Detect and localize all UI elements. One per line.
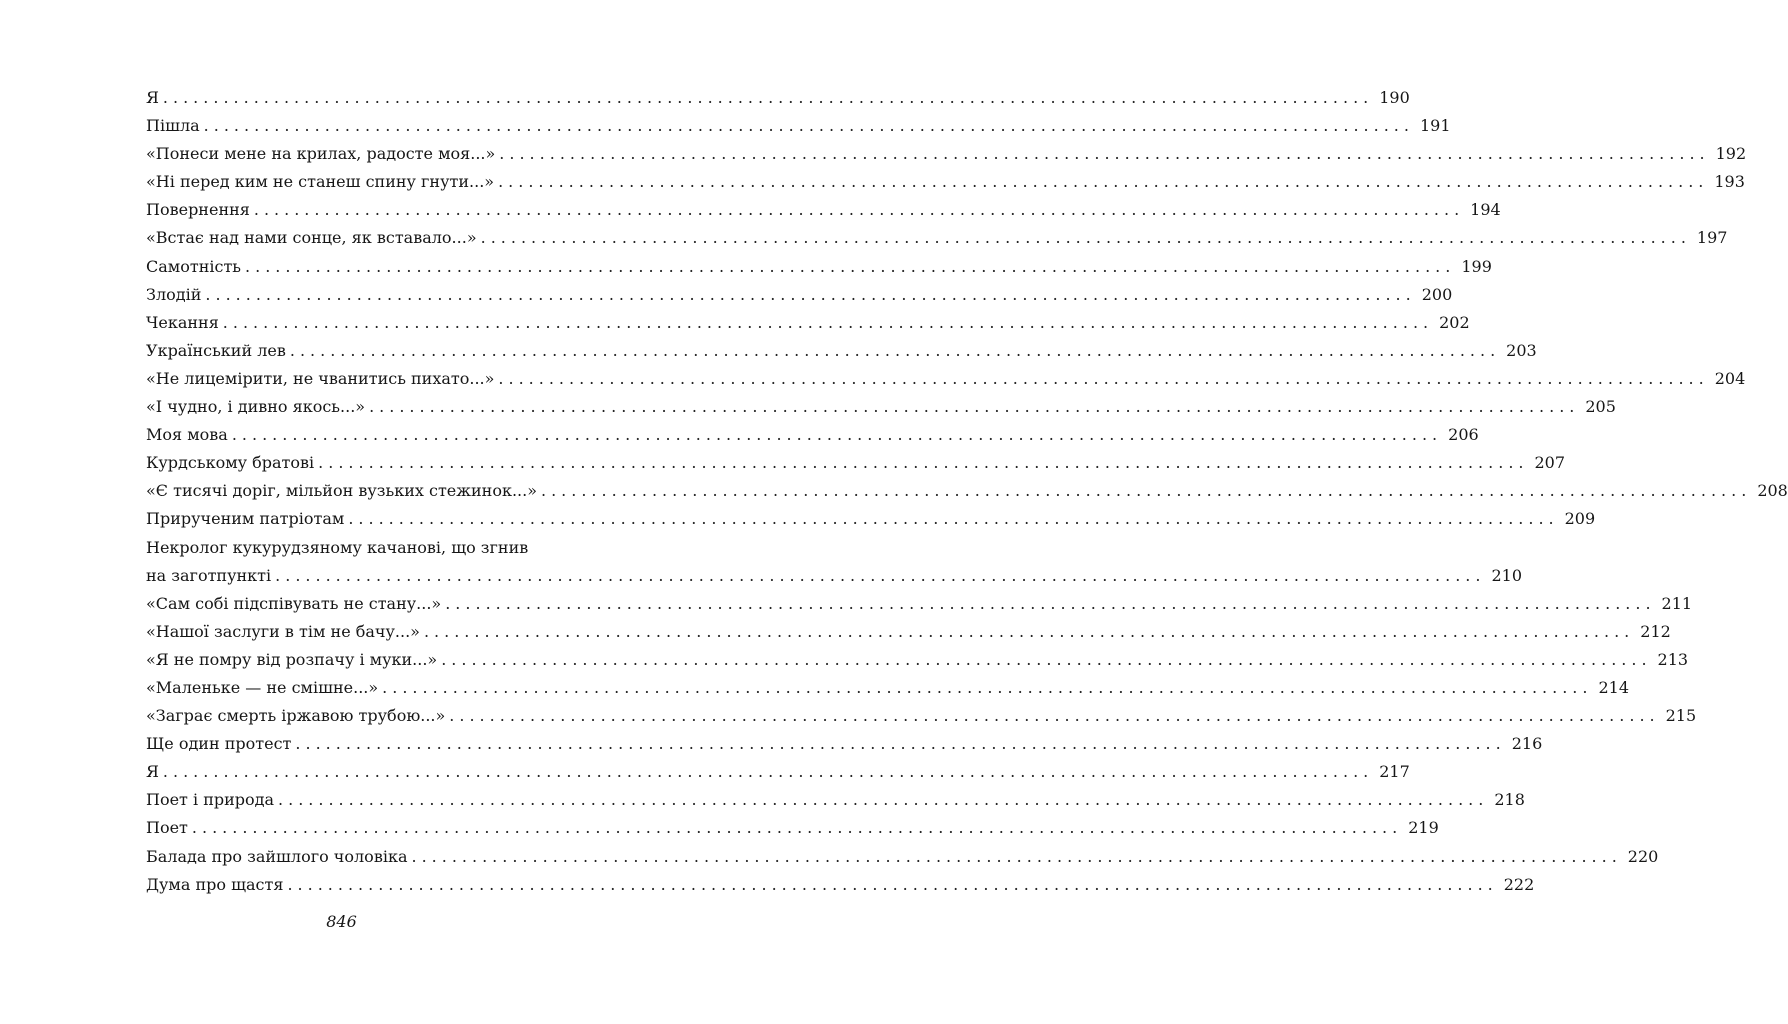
toc-entry xyxy=(146,84,1410,112)
toc-entry-row xyxy=(146,702,1697,730)
dot-leader: ........................................................................................................................ xyxy=(480,228,1691,248)
toc-entry xyxy=(146,590,1693,618)
toc-entry-title: Чекання xyxy=(146,312,219,332)
toc-entry-row xyxy=(146,196,1501,224)
toc-entry-page: 206 xyxy=(1448,425,1479,445)
toc-entry xyxy=(146,646,1689,674)
toc-entry-title: на заготпункті xyxy=(146,565,272,585)
toc-entry-page: 194 xyxy=(1470,200,1501,220)
toc-entry xyxy=(146,534,1522,590)
toc-entry-title: «Заграє смерть іржавою трубою...» xyxy=(146,706,446,726)
toc-entry-page: 205 xyxy=(1585,397,1616,417)
dot-leader: ........................................................................................................................ xyxy=(449,706,1660,726)
toc-entry-title-line: Некролог кукурудзяному качанові, що згнив xyxy=(146,537,529,557)
toc-entry xyxy=(146,814,1439,842)
toc-entry xyxy=(146,843,1659,871)
toc-entry-page: 220 xyxy=(1627,846,1659,866)
toc-entry-page: 207 xyxy=(1534,453,1566,473)
toc-entry-title: Поет xyxy=(146,818,188,838)
toc-entry xyxy=(146,309,1470,337)
toc-entry-title: Я xyxy=(146,762,159,782)
toc-entry xyxy=(146,674,1630,702)
toc-entry xyxy=(146,140,1747,168)
dot-leader: ........................................................................................................................ xyxy=(295,734,1506,754)
toc-entry-page: 200 xyxy=(1421,284,1453,304)
toc-entry-row xyxy=(146,224,1728,252)
toc-entry xyxy=(146,871,1535,899)
toc-entry-title: «І чудно, і дивно якось...» xyxy=(146,397,366,417)
dot-leader: ........................................................................................................................ xyxy=(253,200,1465,220)
toc-entry-title: «Нашої заслуги в тім не бачу...» xyxy=(146,621,420,641)
toc-entry-row xyxy=(146,112,1451,140)
toc-entry-title: Злодій xyxy=(146,284,202,304)
toc-entry-row xyxy=(146,168,1745,196)
toc-entry-title: Балада про зайшлого чоловіка xyxy=(146,846,408,866)
toc-entry-page: 208 xyxy=(1757,481,1788,501)
dot-leader: ........................................................................................................................ xyxy=(222,312,1434,332)
toc-entry-row xyxy=(146,365,1746,393)
toc-entry-page: 209 xyxy=(1564,509,1596,529)
toc-entry-row xyxy=(146,590,1693,618)
toc-entry-row xyxy=(146,84,1410,112)
toc-entry xyxy=(146,281,1453,309)
dot-leader: ........................................................................................................................ xyxy=(318,453,1529,473)
toc-entry-title: Повернення xyxy=(146,200,250,220)
dot-leader: ........................................................................................................................ xyxy=(162,762,1374,782)
toc-entry-row xyxy=(146,562,1522,590)
toc-entry-title: «Сам собі підспівувать не стану...» xyxy=(146,593,442,613)
toc-entry-row xyxy=(146,618,1671,646)
toc-entry-page: 191 xyxy=(1419,116,1451,136)
toc-entry-title: Моя мова xyxy=(146,425,228,445)
toc-entry-title: «Маленьке — не смішне...» xyxy=(146,677,379,697)
toc-entry-row xyxy=(146,309,1470,337)
toc-entry xyxy=(146,786,1525,814)
toc-entry-title: «Встає над нами сонце, як вставало...» xyxy=(146,228,477,248)
toc-entry-row xyxy=(146,393,1616,421)
toc-entry-page: 190 xyxy=(1379,88,1410,107)
dot-leader: ........................................................................................................................ xyxy=(499,144,1710,164)
toc-entry-row xyxy=(146,843,1659,871)
toc-entry-page: 203 xyxy=(1506,340,1537,360)
dot-leader: ........................................................................................................................ xyxy=(411,846,1622,866)
toc-entry-title: Я xyxy=(146,88,159,107)
toc-entry-page: 219 xyxy=(1408,818,1439,838)
toc-entry-page: 197 xyxy=(1696,228,1728,248)
toc-entry-row xyxy=(146,646,1689,674)
dot-leader: ........................................................................................................................ xyxy=(203,116,1414,136)
toc-entry xyxy=(146,112,1451,140)
toc-entry-title: «Є тисячі доріг, мільйон вузьких стежинок...» xyxy=(146,481,537,501)
toc-entry-title: «Ні перед ким не станеш спину гнути...» xyxy=(146,172,495,192)
dot-leader: ........................................................................................................................ xyxy=(348,509,1559,529)
toc-entry-row xyxy=(146,281,1453,309)
toc-entry xyxy=(146,224,1728,252)
dot-leader: ........................................................................................................................ xyxy=(245,256,1456,276)
toc-entry-page: 212 xyxy=(1640,621,1671,641)
toc-entry-title: «Понеси мене на крилах, радосте моя...» xyxy=(146,144,496,164)
dot-leader: ........................................................................................................................ xyxy=(445,593,1656,613)
toc-entry-page: 217 xyxy=(1379,762,1410,782)
toc-entry-page: 213 xyxy=(1657,649,1689,669)
toc-entry-title: Ще один протест xyxy=(146,734,292,754)
toc-entry-row xyxy=(146,337,1537,365)
toc-entry-row xyxy=(146,674,1630,702)
dot-leader: ........................................................................................................................ xyxy=(369,397,1580,417)
toc-entry-row xyxy=(146,758,1410,786)
toc-entry-page: 192 xyxy=(1715,144,1747,164)
dot-leader: ........................................................................................................................ xyxy=(541,481,1752,501)
dot-leader: ........................................................................................................................ xyxy=(287,874,1498,894)
toc-entry-row xyxy=(146,421,1479,449)
toc-entry-row xyxy=(146,786,1525,814)
toc-entry-row xyxy=(146,814,1439,842)
toc-entry-row xyxy=(146,477,1788,505)
toc-entry-title: «Не лицемірити, не чванитись пихато...» xyxy=(146,368,495,388)
toc-entry-page: 214 xyxy=(1598,677,1630,697)
toc-entry xyxy=(146,253,1492,281)
toc-entry-title: Дума про щастя xyxy=(146,874,284,894)
toc-entry xyxy=(146,168,1745,196)
toc-entry-title: Самотність xyxy=(146,256,242,276)
toc-entry xyxy=(146,730,1543,758)
dot-leader: ........................................................................................................................ xyxy=(441,649,1652,669)
toc-entry-page: 222 xyxy=(1503,874,1535,894)
dot-leader: ........................................................................................................................ xyxy=(278,790,1489,810)
dot-leader: ........................................................................................................................ xyxy=(191,818,1403,838)
toc-entry xyxy=(146,365,1746,393)
toc-entry-page: 211 xyxy=(1661,593,1693,613)
toc-entry-title: Пішла xyxy=(146,116,200,136)
toc-entry-row xyxy=(146,253,1492,281)
toc-entry xyxy=(146,337,1537,365)
toc-entry-page: 216 xyxy=(1511,734,1543,754)
toc-entry xyxy=(146,196,1501,224)
toc-entry xyxy=(146,618,1671,646)
dot-leader: ........................................................................................................................ xyxy=(231,425,1443,445)
toc-entry-row xyxy=(146,449,1566,477)
toc-entry-row xyxy=(146,505,1596,533)
toc-entry-title: Курдському братові xyxy=(146,453,315,473)
toc-entry xyxy=(146,449,1566,477)
toc-entry xyxy=(146,421,1479,449)
dot-leader: ........................................................................................................................ xyxy=(423,621,1635,641)
toc-entry-page: 204 xyxy=(1714,368,1746,388)
toc-entry xyxy=(146,393,1616,421)
dot-leader: ........................................................................................................................ xyxy=(382,677,1593,697)
toc-entry-title: Український лев xyxy=(146,340,286,360)
toc-entry-page: 202 xyxy=(1439,312,1470,332)
dot-leader: ........................................................................................................................ xyxy=(498,368,1709,388)
dot-leader: ........................................................................................................................ xyxy=(498,172,1709,192)
toc-entry-title: Прирученим патріотам xyxy=(146,509,345,529)
toc-entry-page: 215 xyxy=(1665,706,1697,726)
toc-entry xyxy=(146,477,1788,505)
toc-entry xyxy=(146,505,1596,533)
dot-leader: ........................................................................................................................ xyxy=(162,88,1374,107)
dot-leader: ........................................................................................................................ xyxy=(205,284,1416,304)
toc-entry-page: 210 xyxy=(1491,565,1522,585)
toc-entry-page: 199 xyxy=(1461,256,1492,276)
table-of-contents xyxy=(146,84,1788,899)
toc-entry-page: 193 xyxy=(1714,172,1745,192)
toc-entry xyxy=(146,758,1410,786)
dot-leader: ........................................................................................................................ xyxy=(275,565,1486,585)
dot-leader: ........................................................................................................................ xyxy=(289,340,1501,360)
toc-entry-row xyxy=(146,730,1543,758)
toc-entry-page: 218 xyxy=(1494,790,1525,810)
toc-entry-title: Поет і природа xyxy=(146,790,275,810)
toc-entry-row xyxy=(146,871,1535,899)
toc-entry-title: «Я не помру від розпачу і муки...» xyxy=(146,649,438,669)
page-number: 846 xyxy=(326,912,357,931)
toc-entry-row xyxy=(146,140,1747,168)
toc-entry xyxy=(146,702,1697,730)
